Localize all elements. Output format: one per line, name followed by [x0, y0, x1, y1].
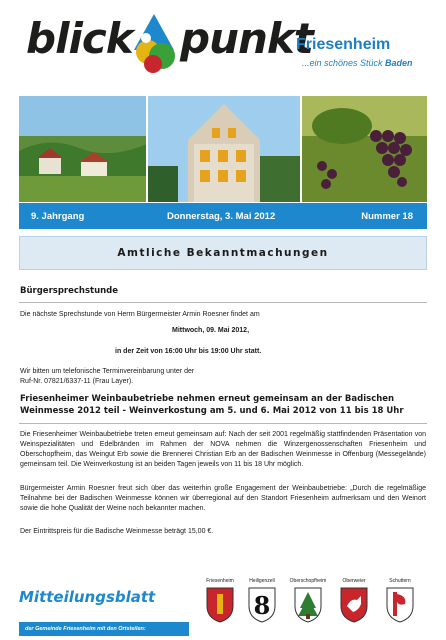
photo-strip — [19, 96, 427, 202]
article-heading-sprechstunde: Bürgersprechstunde — [20, 286, 119, 296]
crest-label: Friesenheim — [206, 578, 234, 584]
issue-info-bar — [19, 203, 427, 229]
photo-grapes — [302, 96, 427, 202]
oberweier-crest-icon — [339, 586, 369, 624]
tagline — [302, 58, 413, 68]
crest-label: Heiligenzell — [249, 578, 275, 584]
photo-town-hall — [148, 96, 299, 202]
article-heading-line-2: Weinmesse 2012 teil - Weinverkostung am 5. und 6. Mai 2012 von 11 bis 18 Uhr — [20, 406, 404, 416]
footer-title: Mitteilungsblatt — [19, 588, 156, 606]
crest-heiligenzell — [238, 578, 286, 624]
tagline-bold: Baden — [385, 58, 413, 68]
footer-subtitle: der Gemeinde Friesenheim mit den Ortsteilen: — [19, 622, 189, 636]
photo-village-landscape — [19, 96, 146, 202]
divider — [19, 302, 427, 303]
tagline-text: ...ein schönes Stück — [302, 58, 386, 68]
article-heading-line-1: Friesenheimer Weinbaubetriebe nehmen erneut gemeinsam an der Badischen — [20, 394, 395, 404]
crest-label: Oberweier — [342, 578, 366, 584]
crest-schuttern — [376, 578, 424, 624]
sprechstunde-date: Mittwoch, 09. Mai 2012, — [172, 327, 250, 334]
divider — [19, 423, 427, 424]
sprechstunde-request-1: Wir bitten um telefonische Terminvereinbarung unter der — [20, 368, 195, 375]
crest-friesenheim — [196, 578, 244, 624]
oberschopfheim-crest-icon — [293, 586, 323, 624]
crest-label: Oberschopfheim — [289, 578, 327, 584]
crests-row — [196, 578, 436, 640]
logo-blick: blick — [26, 14, 133, 63]
section-header — [19, 236, 427, 270]
crest-oberschopfheim — [284, 578, 332, 624]
crest-oberweier — [330, 578, 378, 624]
article-heading-weinmesse — [20, 393, 420, 417]
issue-number: Nummer 18 — [361, 211, 413, 222]
weinmesse-paragraph-3: Der Eintrittspreis für die Badische Weinmesse beträgt 15,00 €. — [20, 528, 214, 535]
friesenheim-crest-icon — [205, 586, 235, 624]
weinmesse-paragraph-1: Die Friesenheimer Weinbaubetriebe treten erneut gemeinsam auf: Nach der seit 2001 regelmäßig stattfindenden Präsentation von Weinspezialitäten und Edelbränden im Rahmen der NOVA nehmen die Winzergenossenschaften Friesenheim und Oberschopfheim, das Weingut Erb sowie die Brennerei Christian Erb an der Badischen Weinmesse in Offenburg (Messegelände) gemeinsam teil. Die Weinverkostung ist an beiden Tagen jeweils von 11 bis 18 Uhr möglich. — [20, 431, 426, 468]
sprechstunde-time: in der Zeit von 16:00 Uhr bis 19:00 Uhr statt. — [115, 348, 262, 355]
sprechstunde-intro: Die nächste Sprechstunde von Herrn Bürgermeister Armin Roesner findet am — [20, 311, 260, 318]
issue-date: Donnerstag, 3. Mai 2012 — [167, 211, 276, 222]
logo-mark-icon — [128, 12, 180, 74]
masthead — [0, 0, 446, 96]
sprechstunde-request-2: Ruf-Nr. 07821/6337-11 (Frau Layer). — [20, 378, 134, 385]
crest-label: Schuttern — [389, 578, 411, 584]
schuttern-crest-icon — [385, 586, 415, 624]
volume-label: 9. Jahrgang — [31, 211, 85, 222]
heiligenzell-numeral: 8 — [253, 591, 271, 620]
weinmesse-paragraph-2: Bürgermeister Armin Roesner freut sich über das weiterhin große Engagement der Weinbaubetriebe: „Durch die regelmäßige Teilnahme bei der Badischen Weinmesse können wir überregional auf den Standort Friesenheim aufmerksam und den Weinort sowie die hohe Qualität der Weine noch bekannter machen. — [20, 485, 426, 512]
section-title: Amtliche Bekanntmachungen — [117, 247, 329, 259]
heiligenzell-crest-icon — [247, 586, 277, 624]
town-name: Friesenheim — [296, 36, 391, 53]
logo-punkt: punkt — [180, 14, 313, 63]
